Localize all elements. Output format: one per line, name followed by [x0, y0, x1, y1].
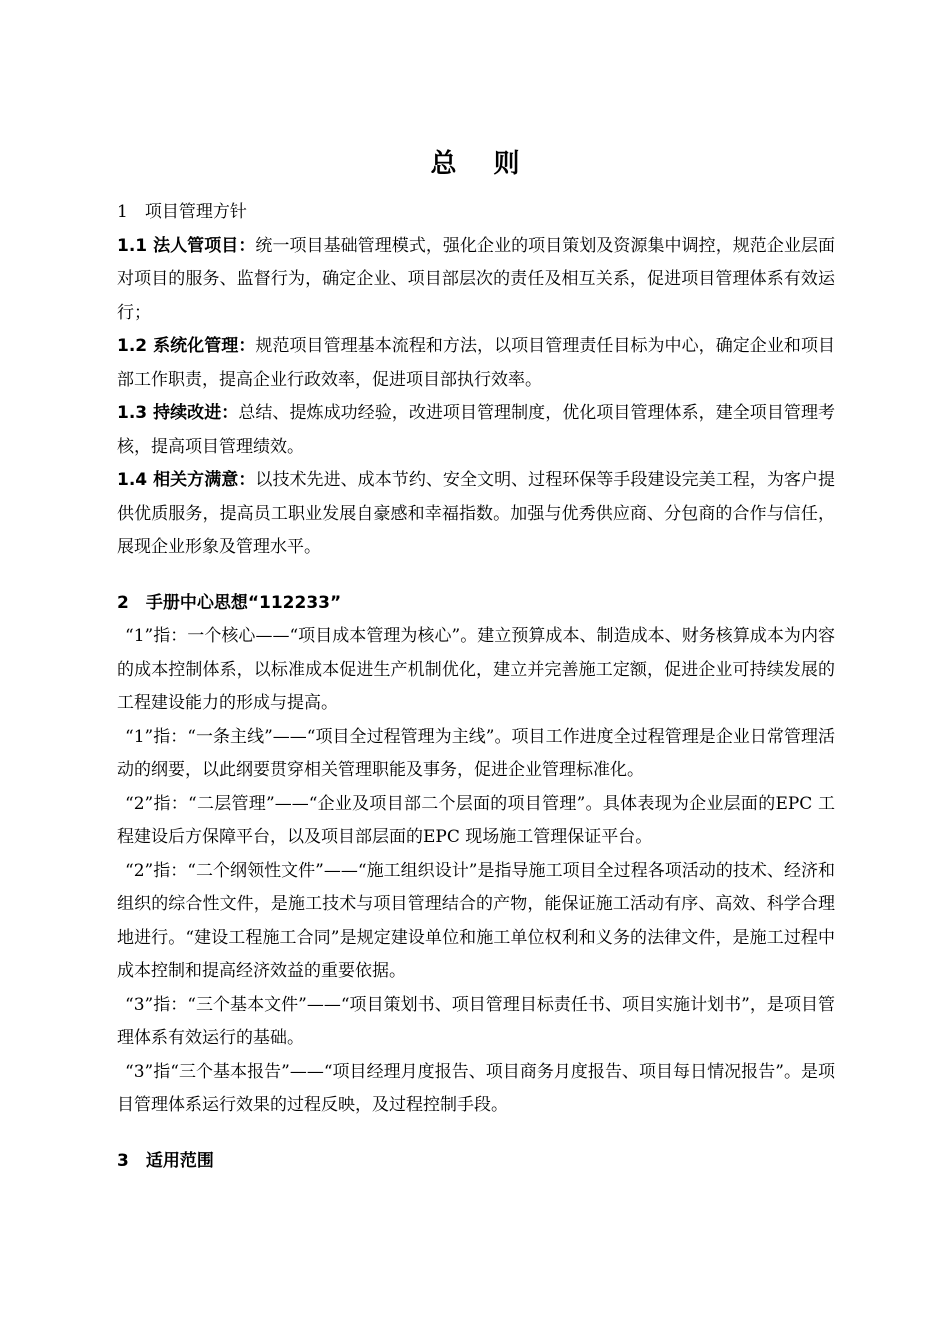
policy-item-text: 规范项目管理基本流程和方法，以项目管理责任目标为中心，确定企业和项目部工作职责，提高企业行政效率，促进项目部执行效率。	[117, 336, 836, 390]
page-title: 总 则	[430, 149, 534, 179]
policy-item-1-4	[117, 464, 835, 565]
policy-item-label: 1.1 法人管项目：	[117, 235, 256, 256]
section-1-heading: 1 项目管理方针	[117, 202, 247, 222]
policy-item-label: 1.2 系统化管理：	[117, 336, 256, 356]
policy-item-text: 以技术先进、成本节约、安全文明、过程环保等手段建设完美工程，为客户提供优质服务，提高员工职业发展自豪感和幸福指数。加强与优秀供应商、分包商的合作与信任，展现企业形象及管理水平。	[117, 470, 836, 557]
section-2-heading: 2 手册中心思想“112233”	[117, 592, 342, 613]
document-body	[117, 196, 835, 1178]
policy-item-label: 1.4 相关方满意：	[117, 470, 256, 490]
paragraph: “3”指“三个基本报告”——“项目经理月度报告、项目商务月度报告、项目每日情况报告”。是项目管理体系运行效果的过程反映，及过程控制手段。	[117, 1061, 835, 1115]
paragraph: “1”指：一个核心——“项目成本管理为核心”。建立预算成本、制造成本、财务核算成本为内容的成本控制体系，以标准成本促进生产机制优化，建立并完善施工定额，促进企业可持续发展的工程建设能力的形成与提高。	[117, 626, 835, 713]
policy-item-text: 统一项目基础管理模式，强化企业的项目策划及资源集中调控，规范企业层面对项目的服务、监督行为，确定企业、项目部层次的责任及相互关系，促进项目管理体系有效运行；	[117, 235, 836, 323]
policy-item-1-2	[117, 330, 835, 397]
section-3-heading: 3 适用范围	[117, 1150, 214, 1171]
policy-item-1-3	[117, 397, 835, 464]
paragraph: “1”指：“一条主线”——“项目全过程管理为主线”。项目工作进度全过程管理是企业日常管理活动的纲要，以此纲要贯穿相关管理职能及事务，促进企业管理标准化。	[117, 726, 835, 780]
paragraph: “3”指：“三个基本文件”——“项目策划书、项目管理目标责任书、项目实施计划书”，是项目管理体系有效运行的基础。	[117, 994, 835, 1048]
policy-item-label: 1.3 持续改进：	[117, 403, 239, 423]
policy-item-text: 总结、提炼成功经验，改进项目管理制度，优化项目管理体系，建全项目管理考核，提高项目管理绩效。	[117, 403, 835, 457]
paragraph: “2”指：“二个纲领性文件”——“施工组织设计”是指导施工项目全过程各项活动的技术、经济和组织的综合性文件，是施工技术与项目管理结合的产物，能保证施工活动有序、高效、科学合理地进行。“建设工程施工合同”是规定建设单位和施工单位权利和义务的法律文件，是施工过程中成本控制和提高经济效益的重要依据。	[117, 860, 835, 981]
paragraph: “2”指：“二层管理”——“企业及项目部二个层面的项目管理”。具体表现为企业层面的EPC 工程建设后方保障平台，以及项目部层面的EPC 现场施工管理保证平台。	[117, 793, 835, 847]
policy-item-1-1	[117, 230, 835, 331]
